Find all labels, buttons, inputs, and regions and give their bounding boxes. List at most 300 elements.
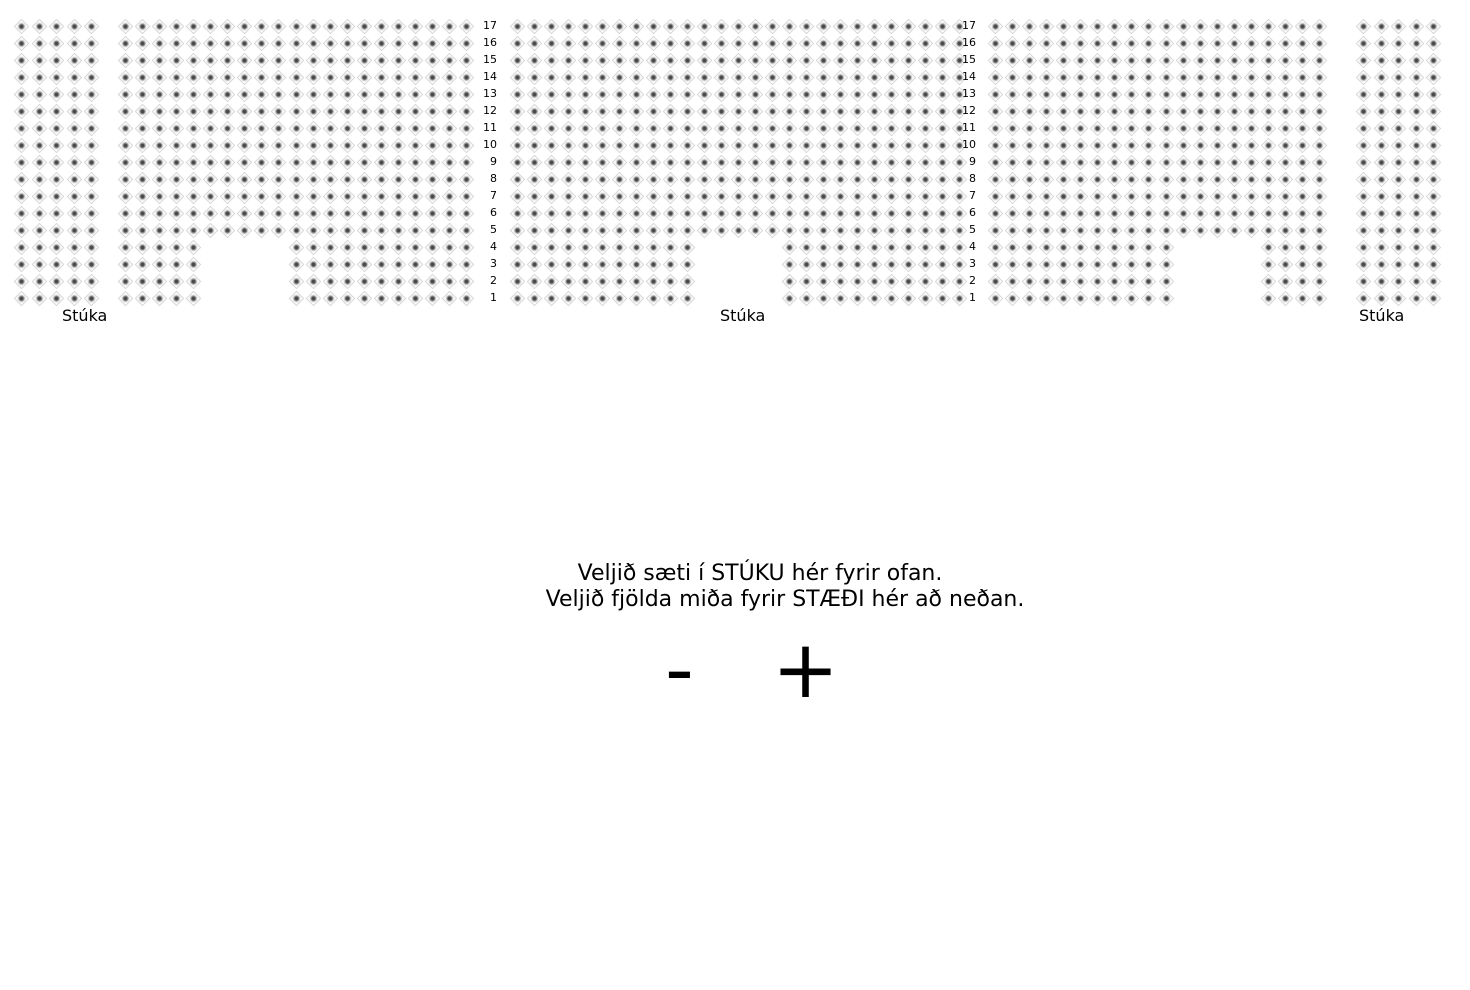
seat[interactable] [765, 87, 781, 103]
seat[interactable] [629, 138, 645, 154]
seat[interactable] [1039, 36, 1055, 52]
seat[interactable] [14, 104, 30, 120]
seat[interactable] [306, 155, 322, 171]
seat[interactable] [816, 189, 832, 205]
seat[interactable] [1039, 172, 1055, 188]
seat[interactable] [135, 206, 151, 222]
seat[interactable] [833, 223, 849, 239]
seat[interactable] [901, 53, 917, 69]
seat[interactable] [918, 138, 934, 154]
seat[interactable] [714, 172, 730, 188]
seat[interactable] [323, 155, 339, 171]
seat[interactable] [595, 19, 611, 35]
seat[interactable] [748, 36, 764, 52]
seat[interactable] [340, 155, 356, 171]
seat[interactable] [1124, 53, 1140, 69]
seat[interactable] [578, 121, 594, 137]
seat[interactable] [1278, 70, 1294, 86]
seat[interactable] [340, 240, 356, 256]
seat[interactable] [1409, 19, 1425, 35]
seat[interactable] [1176, 121, 1192, 137]
seat[interactable] [1124, 104, 1140, 120]
seat[interactable] [203, 121, 219, 137]
seat[interactable] [901, 155, 917, 171]
seat[interactable] [220, 206, 236, 222]
seat[interactable] [357, 172, 373, 188]
seat[interactable] [1426, 206, 1442, 222]
seat[interactable] [1124, 19, 1140, 35]
seat[interactable] [374, 87, 390, 103]
seat[interactable] [1107, 257, 1123, 273]
seat[interactable] [1022, 19, 1038, 35]
seat[interactable] [714, 87, 730, 103]
seat[interactable] [1374, 240, 1390, 256]
seat[interactable] [1141, 155, 1157, 171]
seat[interactable] [67, 121, 83, 137]
seat[interactable] [799, 223, 815, 239]
seat[interactable] [1159, 104, 1175, 120]
seat[interactable] [646, 36, 662, 52]
seat[interactable] [220, 70, 236, 86]
seat[interactable] [988, 70, 1004, 86]
seat[interactable] [510, 155, 526, 171]
seat[interactable] [510, 121, 526, 137]
seat[interactable] [731, 121, 747, 137]
seat[interactable] [1124, 172, 1140, 188]
seat[interactable] [1039, 87, 1055, 103]
seat[interactable] [14, 274, 30, 290]
seat[interactable] [118, 138, 134, 154]
seat[interactable] [306, 189, 322, 205]
seat[interactable] [135, 189, 151, 205]
seat[interactable] [1124, 87, 1140, 103]
seat[interactable] [1409, 189, 1425, 205]
seat[interactable] [340, 291, 356, 307]
seat[interactable] [935, 223, 951, 239]
seat[interactable] [731, 53, 747, 69]
seat[interactable] [49, 121, 65, 137]
seat[interactable] [425, 104, 441, 120]
seat[interactable] [1141, 19, 1157, 35]
seat[interactable] [306, 53, 322, 69]
seat[interactable] [203, 19, 219, 35]
seat[interactable] [152, 189, 168, 205]
seat[interactable] [408, 104, 424, 120]
seat[interactable] [629, 206, 645, 222]
seat[interactable] [289, 53, 305, 69]
seat[interactable] [459, 189, 475, 205]
seat[interactable] [289, 274, 305, 290]
seat[interactable] [527, 121, 543, 137]
seat[interactable] [1426, 155, 1442, 171]
seat[interactable] [850, 223, 866, 239]
seat[interactable] [374, 257, 390, 273]
seat[interactable] [237, 172, 253, 188]
seat[interactable] [1244, 53, 1260, 69]
seat[interactable] [340, 172, 356, 188]
seat[interactable] [1039, 291, 1055, 307]
seat[interactable] [1193, 206, 1209, 222]
seat[interactable] [408, 291, 424, 307]
seat[interactable] [578, 138, 594, 154]
seat[interactable] [169, 172, 185, 188]
seat[interactable] [152, 53, 168, 69]
seat[interactable] [1176, 155, 1192, 171]
seat[interactable] [867, 257, 883, 273]
seat[interactable] [289, 36, 305, 52]
seat[interactable] [680, 36, 696, 52]
seat[interactable] [988, 189, 1004, 205]
seat[interactable] [1295, 53, 1311, 69]
seat[interactable] [442, 36, 458, 52]
seat[interactable] [1227, 53, 1243, 69]
seat[interactable] [510, 291, 526, 307]
seat[interactable] [646, 70, 662, 86]
seat[interactable] [918, 223, 934, 239]
seat[interactable] [612, 257, 628, 273]
seat[interactable] [663, 53, 679, 69]
seat[interactable] [459, 19, 475, 35]
seat[interactable] [1312, 240, 1328, 256]
seat[interactable] [186, 172, 202, 188]
seat[interactable] [1005, 87, 1021, 103]
seat[interactable] [1374, 53, 1390, 69]
seat[interactable] [1278, 121, 1294, 137]
seat[interactable] [867, 223, 883, 239]
seat[interactable] [1073, 87, 1089, 103]
seat[interactable] [1426, 138, 1442, 154]
seat[interactable] [118, 53, 134, 69]
seat[interactable] [1409, 87, 1425, 103]
seat[interactable] [1039, 189, 1055, 205]
seat[interactable] [1374, 291, 1390, 307]
seat[interactable] [1159, 138, 1175, 154]
seat[interactable] [629, 189, 645, 205]
seat[interactable] [663, 70, 679, 86]
seat[interactable] [1261, 121, 1277, 137]
seat[interactable] [561, 206, 577, 222]
seat[interactable] [1073, 240, 1089, 256]
seat[interactable] [935, 36, 951, 52]
seat[interactable] [1176, 206, 1192, 222]
seat[interactable] [1426, 70, 1442, 86]
seat[interactable] [67, 138, 83, 154]
seat[interactable] [1244, 189, 1260, 205]
seat[interactable] [391, 53, 407, 69]
seat[interactable] [357, 19, 373, 35]
seat[interactable] [782, 189, 798, 205]
seat[interactable] [1090, 206, 1106, 222]
seat[interactable] [306, 138, 322, 154]
seat[interactable] [731, 155, 747, 171]
seat[interactable] [612, 70, 628, 86]
seat[interactable] [1005, 257, 1021, 273]
seat[interactable] [680, 155, 696, 171]
seat[interactable] [1107, 87, 1123, 103]
seat[interactable] [84, 274, 100, 290]
seat[interactable] [186, 223, 202, 239]
seat[interactable] [510, 223, 526, 239]
seat[interactable] [629, 155, 645, 171]
seat[interactable] [799, 70, 815, 86]
seat[interactable] [1374, 87, 1390, 103]
seat[interactable] [152, 87, 168, 103]
seat[interactable] [663, 138, 679, 154]
seat[interactable] [510, 53, 526, 69]
seat[interactable] [697, 19, 713, 35]
seat[interactable] [527, 240, 543, 256]
seat[interactable] [1278, 53, 1294, 69]
seat[interactable] [32, 53, 48, 69]
seat[interactable] [561, 257, 577, 273]
seat[interactable] [459, 138, 475, 154]
seat[interactable] [1056, 155, 1072, 171]
seat[interactable] [1056, 19, 1072, 35]
seat[interactable] [1159, 206, 1175, 222]
seat[interactable] [220, 87, 236, 103]
seat[interactable] [1227, 70, 1243, 86]
seat[interactable] [1312, 104, 1328, 120]
seat[interactable] [271, 36, 287, 52]
seat[interactable] [527, 19, 543, 35]
seat[interactable] [799, 36, 815, 52]
seat[interactable] [935, 189, 951, 205]
seat[interactable] [1124, 291, 1140, 307]
seat[interactable] [850, 36, 866, 52]
seat[interactable] [135, 36, 151, 52]
seat[interactable] [714, 53, 730, 69]
seat[interactable] [220, 223, 236, 239]
seat[interactable] [1210, 19, 1226, 35]
seat[interactable] [32, 240, 48, 256]
seat[interactable] [833, 206, 849, 222]
seat[interactable] [1391, 36, 1407, 52]
seat[interactable] [1210, 36, 1226, 52]
seat[interactable] [289, 257, 305, 273]
seat[interactable] [629, 104, 645, 120]
seat[interactable] [510, 172, 526, 188]
seat[interactable] [237, 189, 253, 205]
seat[interactable] [254, 36, 270, 52]
seat[interactable] [595, 189, 611, 205]
seat[interactable] [1356, 274, 1372, 290]
seat[interactable] [799, 53, 815, 69]
seat[interactable] [1193, 104, 1209, 120]
seat[interactable] [118, 206, 134, 222]
seat[interactable] [595, 291, 611, 307]
seat[interactable] [578, 155, 594, 171]
seat[interactable] [169, 189, 185, 205]
seat[interactable] [1107, 172, 1123, 188]
seat[interactable] [1141, 240, 1157, 256]
seat[interactable] [391, 240, 407, 256]
seat[interactable] [867, 53, 883, 69]
seat[interactable] [1005, 70, 1021, 86]
seat[interactable] [697, 206, 713, 222]
seat[interactable] [527, 104, 543, 120]
seat[interactable] [442, 104, 458, 120]
seat[interactable] [1107, 70, 1123, 86]
seat[interactable] [1107, 223, 1123, 239]
seat[interactable] [1374, 121, 1390, 137]
seat[interactable] [32, 121, 48, 137]
seat[interactable] [84, 223, 100, 239]
seat[interactable] [918, 121, 934, 137]
seat[interactable] [629, 87, 645, 103]
seat[interactable] [1090, 155, 1106, 171]
seat[interactable] [884, 291, 900, 307]
seat[interactable] [544, 155, 560, 171]
seat[interactable] [442, 274, 458, 290]
seat[interactable] [1261, 189, 1277, 205]
seat[interactable] [1039, 274, 1055, 290]
seat[interactable] [988, 240, 1004, 256]
seat[interactable] [867, 240, 883, 256]
seat[interactable] [833, 240, 849, 256]
seat[interactable] [1409, 274, 1425, 290]
seat[interactable] [782, 172, 798, 188]
seat[interactable] [1356, 19, 1372, 35]
seat[interactable] [833, 189, 849, 205]
seat[interactable] [901, 104, 917, 120]
seat[interactable] [1107, 121, 1123, 137]
seat[interactable] [833, 291, 849, 307]
seat[interactable] [32, 291, 48, 307]
seat[interactable] [1391, 189, 1407, 205]
seat[interactable] [1107, 274, 1123, 290]
seat[interactable] [1278, 138, 1294, 154]
seat[interactable] [1141, 70, 1157, 86]
seat[interactable] [527, 53, 543, 69]
seat[interactable] [323, 53, 339, 69]
seat[interactable] [391, 257, 407, 273]
seat[interactable] [1022, 36, 1038, 52]
seat[interactable] [391, 36, 407, 52]
seat[interactable] [1244, 36, 1260, 52]
seat[interactable] [306, 257, 322, 273]
seat[interactable] [67, 172, 83, 188]
seat[interactable] [1409, 172, 1425, 188]
seat[interactable] [1039, 19, 1055, 35]
seat[interactable] [731, 172, 747, 188]
seat[interactable] [186, 104, 202, 120]
seat[interactable] [988, 257, 1004, 273]
seat[interactable] [374, 240, 390, 256]
seat[interactable] [918, 87, 934, 103]
seat[interactable] [1124, 138, 1140, 154]
seat[interactable] [135, 274, 151, 290]
seat[interactable] [680, 257, 696, 273]
seat[interactable] [1141, 36, 1157, 52]
seat[interactable] [1141, 189, 1157, 205]
seat[interactable] [884, 274, 900, 290]
seat[interactable] [1056, 223, 1072, 239]
seat[interactable] [84, 240, 100, 256]
seat[interactable] [1039, 70, 1055, 86]
seat[interactable] [49, 291, 65, 307]
seat[interactable] [67, 291, 83, 307]
seat[interactable] [1039, 240, 1055, 256]
seat[interactable] [799, 138, 815, 154]
seat[interactable] [1159, 274, 1175, 290]
seat[interactable] [135, 172, 151, 188]
seat[interactable] [1295, 104, 1311, 120]
seat[interactable] [1295, 70, 1311, 86]
seat[interactable] [1056, 121, 1072, 137]
seat[interactable] [1090, 19, 1106, 35]
seat[interactable] [1141, 206, 1157, 222]
seat[interactable] [1244, 19, 1260, 35]
seat[interactable] [782, 19, 798, 35]
seat[interactable] [32, 206, 48, 222]
seat[interactable] [1426, 274, 1442, 290]
seat[interactable] [612, 121, 628, 137]
seat[interactable] [867, 189, 883, 205]
seat[interactable] [84, 19, 100, 35]
seat[interactable] [1409, 138, 1425, 154]
seat[interactable] [935, 257, 951, 273]
seat[interactable] [391, 70, 407, 86]
seat[interactable] [561, 138, 577, 154]
seat[interactable] [357, 223, 373, 239]
seat[interactable] [612, 206, 628, 222]
seat[interactable] [884, 53, 900, 69]
seat[interactable] [867, 121, 883, 137]
seat[interactable] [714, 36, 730, 52]
seat[interactable] [663, 87, 679, 103]
seat[interactable] [918, 291, 934, 307]
seat[interactable] [32, 172, 48, 188]
seat[interactable] [697, 223, 713, 239]
seat[interactable] [1090, 240, 1106, 256]
seat[interactable] [408, 138, 424, 154]
seat[interactable] [1039, 257, 1055, 273]
seat[interactable] [254, 19, 270, 35]
seat[interactable] [1356, 121, 1372, 137]
seat[interactable] [289, 172, 305, 188]
seat[interactable] [988, 223, 1004, 239]
seat[interactable] [357, 70, 373, 86]
seat[interactable] [1073, 104, 1089, 120]
seat[interactable] [459, 274, 475, 290]
seat[interactable] [1391, 172, 1407, 188]
seat[interactable] [1356, 223, 1372, 239]
seat[interactable] [152, 223, 168, 239]
seat[interactable] [663, 189, 679, 205]
seat[interactable] [1426, 87, 1442, 103]
seat[interactable] [799, 189, 815, 205]
seat[interactable] [203, 155, 219, 171]
seat[interactable] [1295, 121, 1311, 137]
seat[interactable] [32, 274, 48, 290]
seat[interactable] [425, 291, 441, 307]
seat[interactable] [595, 274, 611, 290]
seat[interactable] [1005, 172, 1021, 188]
seat[interactable] [884, 19, 900, 35]
seat[interactable] [731, 87, 747, 103]
seat[interactable] [918, 172, 934, 188]
seat[interactable] [442, 257, 458, 273]
seat[interactable] [1391, 206, 1407, 222]
seat[interactable] [663, 155, 679, 171]
seat[interactable] [765, 223, 781, 239]
seat[interactable] [1295, 172, 1311, 188]
seat[interactable] [578, 223, 594, 239]
seat[interactable] [425, 240, 441, 256]
seat[interactable] [169, 53, 185, 69]
seat[interactable] [884, 240, 900, 256]
seat[interactable] [697, 104, 713, 120]
